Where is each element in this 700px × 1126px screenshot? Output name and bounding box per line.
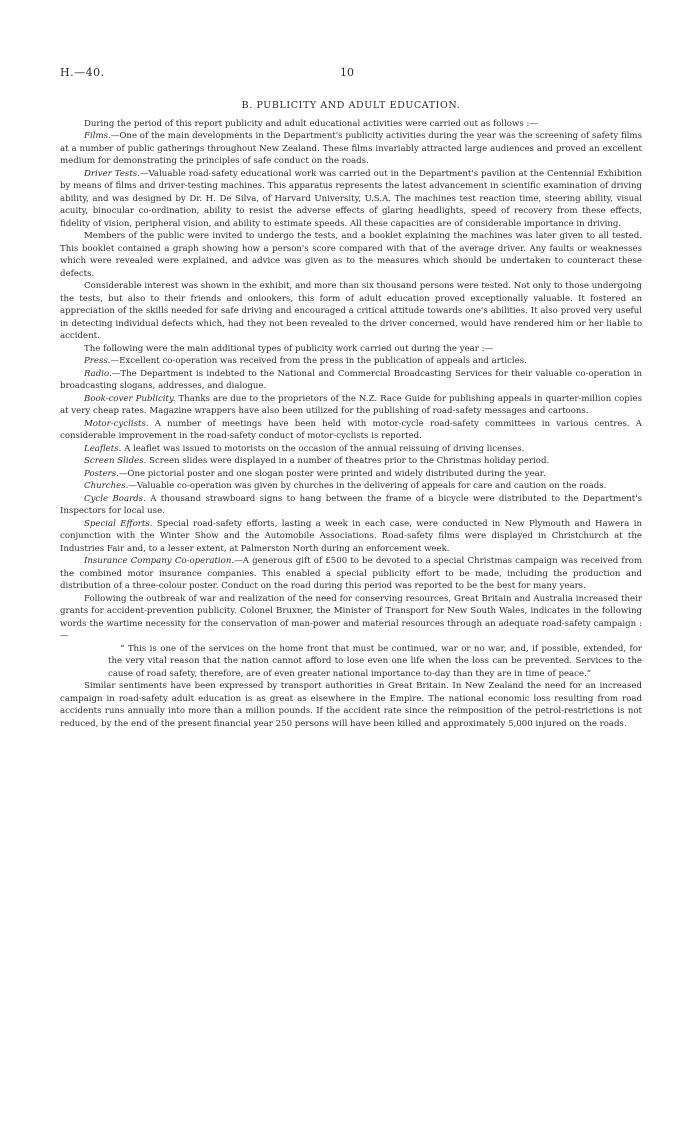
- paragraph: [60, 343, 642, 356]
- paragraph-text: A thousand strawboard signs to hang between the frame of a bicycle were distributed to the Department's Inspectors for local use.: [60, 493, 642, 516]
- paragraph: [60, 118, 642, 131]
- paragraph: [60, 230, 642, 280]
- paragraph: [60, 468, 642, 481]
- paragraph-text: Thanks are due to the proprietors of the N.Z. Race Guide for publishing appeals in quarter-million copies at very cheap rates. Magazine wrappers have also been utilized for the publishing of road-safety messages and cartoons.: [60, 393, 642, 416]
- paragraph: [60, 130, 642, 168]
- paragraph: [60, 393, 642, 418]
- paragraph-lead: Insurance Company Co-operation.: [84, 556, 235, 566]
- paragraph-lead: Leaflets.: [84, 443, 122, 454]
- paragraph: [60, 493, 642, 518]
- paragraph-lead: Films.: [84, 131, 111, 141]
- paragraph-lead: Press.: [84, 356, 111, 366]
- block-quote: “ This is one of the services on the home front that must be continued, war or no war, and, if possible, extended, for the very vital reason that the nation cannot afford to lose even one life when the loss can be prevented. Services to the cause of road safety, therefore, are of even greater national importance to-day than they are in time of peace.”: [108, 643, 642, 679]
- paragraph: [60, 355, 642, 368]
- paragraph: [60, 418, 642, 443]
- section-heading: B. PUBLICITY AND ADULT EDUCATION.: [241, 100, 461, 111]
- paragraph-text: —The Department is indebted to the National and Commercial Broadcasting Services for their valuable co-operation in broadcasting slogans, addresses, and dialogue.: [60, 368, 642, 391]
- paragraph-lead: Driver Tests.: [84, 168, 140, 179]
- document-reference: H.—40.: [60, 66, 105, 79]
- paragraph-text: Following the outbreak of war and realization of the need for conserving resources, Great Britain and Australia increased their grants for accident-prevention publicity. Colonel Bruxner, the Minister of Transport for New South Wales, indicates in the following words the wartime necessity for the conservation of man-power and material resources through an adequate road-safety campaign :—: [60, 593, 642, 641]
- paragraph-lead: Churches.: [84, 481, 129, 491]
- paragraph-text: —Excellent co-operation was received from the press in the publication of appeals and articles.: [110, 356, 527, 366]
- paragraph: [60, 443, 642, 456]
- paragraph-text: —Valuable road-safety educational work was carried out in the Department's pavilion at the Centennial Exhibition by means of films and driver-testing machines. This apparatus represents the latest advancement in scientific examination of driving ability, and was designed by Dr. H. De Silva, of Harvard University, U.S.A. The machines test reaction time, steering ability, visual acuity, binocular co-ordination, ability to resist the adverse effects of glaring headlights, speed of recovery from these effects, fidelity of vision, peripheral vision, and ability to estimate speeds. All these capacities are of considerable importance in driving.: [60, 168, 642, 229]
- paragraph: [60, 593, 642, 643]
- paragraph-text: Members of the public were invited to undergo the tests, and a booklet explaining the machines was later given to all tested. This booklet contained a graph showing how a person's score compared with that of the average driver. Any faults or weaknesses which were revealed were explained, and advice was given as to the measures which should be undertaken to counteract these defects.: [60, 231, 642, 279]
- paragraph: [60, 280, 642, 343]
- paragraph-lead: Radio.: [84, 368, 112, 379]
- paragraph: [60, 518, 642, 556]
- paragraph-lead: Book-cover Publicity.: [84, 393, 176, 404]
- paragraph-text: A leaflet was issued to motorists on the occasion of the annual reissuing of driving licenses.: [121, 443, 525, 454]
- paragraph: [60, 168, 642, 231]
- paragraph: [60, 555, 642, 593]
- document-body: [60, 100, 642, 730]
- paragraph-text: —A generous gift of £500 to be devoted to a special Christmas campaign was received from the combined motor insurance companies. This enabled a special publicity effort to be made, including the production and distribution of a three-colour poster. Conduct on the road during this period was reported to be the best for many years.: [60, 556, 642, 591]
- paragraph-text: Special road-safety efforts, lasting a week in each case, were conducted in New Plymouth and Hawera in conjunction with the Winter Show and the Automobile Associations. Road-safety films were displayed in Christchurch at the Industries Fair and, to a lesser extent, at Palmerston North during an enforcement week.: [60, 518, 642, 554]
- paragraph-text: —One of the main developments in the Department's publicity activities during the year was the screening of safety films at a number of public gatherings throughout New Zealand. These films invariably attracted large audiences and proved an excellent medium for demonstrating the principles of safe conduct on the roads.: [60, 131, 642, 166]
- paragraph-text: During the period of this report publicity and adult educational activities were carried out as follows :—: [84, 118, 538, 129]
- paragraph: [60, 480, 642, 493]
- closing-paragraph: Similar sentiments have been expressed by transport authorities in Great Britain. In New Zealand the need for an increased campaign in road-safety adult education is as great as elsewhere in the Empire. The national economic loss resulting from road accidents runs annually into more than a million pounds. If the accident rate since the reimposition of the petrol-restrictions is not reduced, by the end of the present financial year 250 persons will have been killed and approximately 5,000 injured on the roads.: [60, 681, 642, 729]
- paragraph-text: —Valuable co-operation was given by churches in the delivering of appeals for care and caution on the roads.: [128, 481, 607, 491]
- paragraph-lead: Special Efforts.: [84, 518, 153, 529]
- paragraph: [60, 368, 642, 393]
- paragraph-text: —One pictorial poster and one slogan poster were printed and widely distributed during the year.: [118, 468, 546, 479]
- paragraph-lead: Screen Slides.: [84, 456, 147, 466]
- paragraph-lead: Motor-cyclists.: [84, 418, 149, 429]
- paragraph: [60, 455, 642, 468]
- paragraph-lead: Posters.: [84, 468, 119, 479]
- paragraph-text: Considerable interest was shown in the exhibit, and more than six thousand persons were tested. Not only to those undergoing the tests, but also to their friends and onlookers, this form of adult education proved exceptionally valuable. It fostered an appreciation of the skills needed for safe driving and encouraged a critical attitude towards one's abilities. It also proved very useful in detecting individual defects which, had they not been revealed to the driver concerned, would have rendered him or her liable to accident.: [60, 281, 642, 341]
- paragraph-text: Screen slides were displayed in a number of theatres prior to the Christmas holiday period.: [146, 456, 550, 466]
- paragraph-lead: Cycle Boards.: [84, 493, 146, 504]
- page-number: 10: [340, 66, 354, 79]
- paragraph-text: The following were the main additional types of publicity work carried out during the year :—: [84, 343, 494, 354]
- paragraph-text: A number of meetings have been held with motor-cycle road-safety committees in various centres. A considerable improvement in the road-safety conduct of motor-cyclists is reported.: [60, 418, 642, 441]
